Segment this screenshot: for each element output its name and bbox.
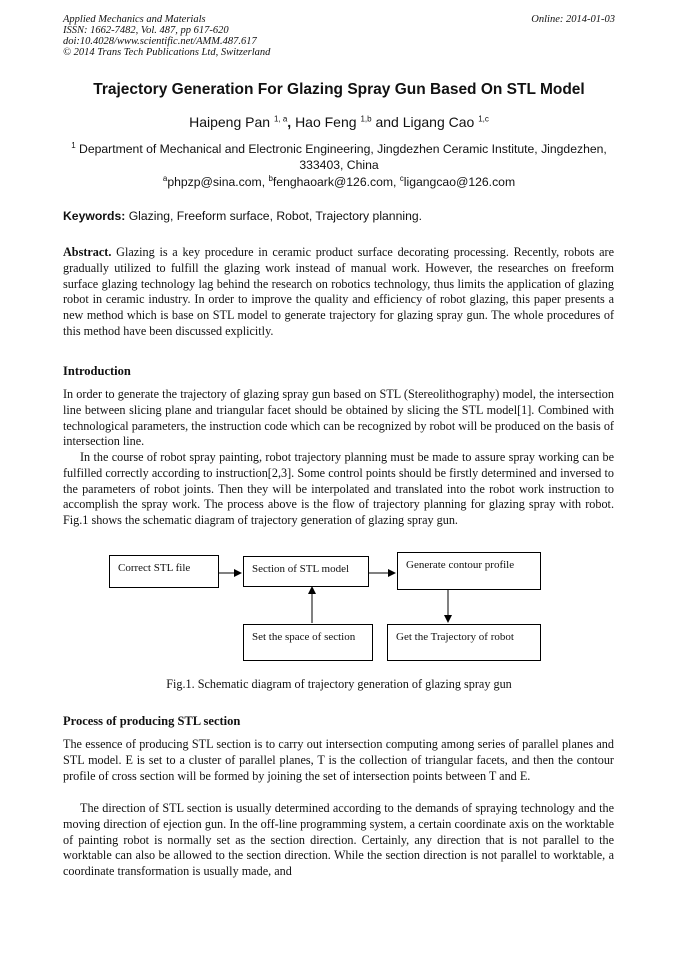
email-superscript: c	[399, 174, 404, 183]
abstract-label: Abstract.	[63, 245, 112, 259]
keywords-label: Keywords:	[63, 209, 126, 223]
process-paragraph-1: The essence of producing STL section is to carry out intersection computing among series of parallel planes and STL model. E is set to a cluster of parallel planes, T is the collection of triangular facets, and then the contour profile of cross section will be formed by joining the set of intersection points between T and E.	[63, 737, 614, 783]
abstract-text: Glazing is a key procedure in ceramic product surface decorating processing. Recently, robots are gradually utilized to fulfill the glazing work instead of manual work. However, the researches on freeform surface glazing technology lag behind the research on robotics technology, thus limits the application of glazing robot in ceramic industry. In order to improve the quality and efficiency of robot glazing, this paper presents a new method which is base on STL model to generate trajectory for glazing spray gun. The whole procedures of this method have been discussed explicitly.	[63, 245, 614, 338]
author-name: Hao Feng	[295, 114, 357, 130]
flow-box-correct-stl: Correct STL file	[109, 555, 219, 588]
author-superscript: 1, a	[273, 114, 288, 124]
process-paragraph-2	[63, 801, 614, 880]
process-paragraph-2-text: The direction of STL section is usually determined according to the demands of spraying technology and the moving direction of ejection gun. In the off-line programming system, a certain coordinate axis on the worktable of painting robot is normally set as the section direction. Certainly, any direction that is not parallel to the worktable can also be allowed to the section direction. While the section direction is not parallel to worktable, a coordinate transformation is usually made, and	[63, 801, 614, 879]
intro-paragraph-1: In order to generate the trajectory of glazing spray gun based on STL (Stereolithography) model, the intersection line between slicing plane and triangular facet should be obtained by slicing the STL model[1]. Combined with technological parameters, the instruction code which can be recognized by robot will be produced on the basis of intersection line.	[63, 387, 614, 449]
author-separator: ,	[287, 114, 292, 130]
author-name: and Ligang Cao	[375, 114, 475, 130]
email-line	[0, 174, 678, 189]
affiliation-superscript: 1	[71, 141, 76, 150]
copyright-line: © 2014 Trans Tech Publications Ltd, Switzerland	[63, 47, 271, 58]
flow-box-contour-profile: Generate contour profile	[397, 552, 541, 590]
figure-caption: Fig.1. Schematic diagram of trajectory generation of glazing spray gun	[166, 677, 512, 691]
issn-line: ISSN: 1662-7482, Vol. 487, pp 617-620	[63, 25, 229, 36]
section-heading-introduction: Introduction	[63, 364, 131, 378]
intro-paragraph-2	[63, 450, 614, 529]
doi-line: doi:10.4028/www.scientific.net/AMM.487.617	[63, 36, 257, 47]
flow-box-section-stl: Section of STL model	[243, 556, 369, 587]
author-name: Haipeng Pan	[189, 114, 271, 130]
paper-title: Trajectory Generation For Glazing Spray Gun Based On STL Model	[93, 81, 585, 98]
flow-box-set-space: Set the space of section	[243, 624, 373, 661]
online-date: Online: 2014-01-03	[531, 14, 615, 25]
author-line	[0, 114, 678, 130]
affiliation	[63, 138, 615, 173]
email-superscript: b	[268, 174, 273, 183]
journal-name: Applied Mechanics and Materials	[63, 14, 206, 25]
figure-1	[0, 545, 678, 670]
email-address: phpzp@sina.com,	[167, 175, 269, 190]
abstract	[63, 245, 614, 340]
affiliation-text: Department of Mechanical and Electronic Engineering, Jingdezhen Ceramic Institute, Jingdezhen, 333403, China	[79, 142, 607, 173]
section-heading-process: Process of producing STL section	[63, 714, 241, 728]
email-address: ligangcao@126.com	[403, 175, 516, 190]
intro-paragraph-2-text: In the course of robot spray painting, robot trajectory planning must be made to assure spray working can be fulfilled correctly according to instruction[2,3]. Some control points should be firstly determined and inversed to the parameters of robot joints. Then they will be interpolated and translated into the robot work instruction to accomplish the spray work. The process above is the flow of trajectory planning for glazing spray with robot. Fig.1 shows the schematic diagram of trajectory generation of glazing spray gun.	[63, 450, 614, 528]
author-superscript: 1,c	[478, 114, 489, 124]
keywords	[63, 209, 422, 223]
flow-box-get-trajectory: Get the Trajectory of robot	[387, 624, 541, 661]
publication-header	[63, 14, 270, 58]
keywords-text: Glazing, Freeform surface, Robot, Trajectory planning.	[128, 209, 423, 223]
author-superscript: 1,b	[360, 114, 372, 124]
email-address: fenghaoark@126.com,	[272, 175, 400, 190]
email-superscript: a	[162, 174, 168, 183]
